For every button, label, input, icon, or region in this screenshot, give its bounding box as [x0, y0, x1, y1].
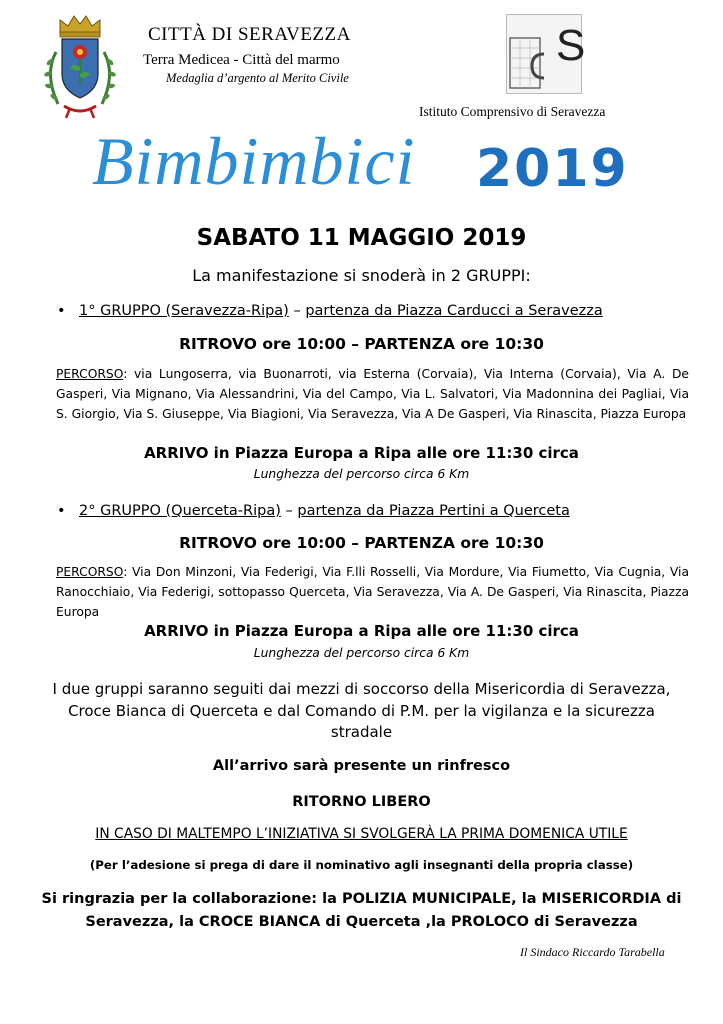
school-logo-letter: S	[556, 21, 586, 70]
safety-notice: I due gruppi saranno seguiti dai mezzi di soccorso della Misericordia di Seravezza, Croce Bianca di Querceta e dal Comando di P.M. per la vigilanza e la sicurezza stradale	[52, 680, 671, 741]
separator: –	[280, 503, 298, 519]
event-year: 2019	[476, 139, 629, 199]
route-text: : Via Don Minzoni, Via Federigi, Via F.lli Rosselli, Via Mordure, Via Fiumetto, Via Cugnia, Via Ranocchiaio, Via Federigi, sottopasso Querceta, Via Seravezza, Via A. De Gasperi, Via Rinascita, Piazza Europa	[56, 565, 689, 619]
group-title: 1° GRUPPO (Seravezza-Ripa)	[79, 303, 289, 319]
group-2-meeting: RITROVO ore 10:00 – PARTENZA ore 10:30	[179, 534, 544, 552]
route-label: PERCORSO	[56, 367, 124, 381]
group-2-length: Lunghezza del percorso circa 6 Km	[253, 646, 470, 660]
thanks-notice: Si ringrazia per la collaborazione: la POLIZIA MUNICIPALE, la MISERICORDIA di Seravezza, la CROCE BIANCA di Querceta ,la PROLOCO di Seravezza	[41, 891, 682, 930]
city-medal-text: Medaglia d’argento al Merito Civile	[166, 71, 349, 85]
group-1-length: Lunghezza del percorso circa 6 Km	[253, 467, 470, 481]
group-2-route	[56, 562, 689, 622]
event-date: SABATO 11 MAGGIO 2019	[196, 225, 527, 251]
group-1-meeting: RITROVO ore 10:00 – PARTENZA ore 10:30	[179, 335, 544, 353]
event-intro: La manifestazione si snoderà in 2 GRUPPI:	[192, 266, 531, 285]
return-notice: RITORNO LIBERO	[292, 794, 431, 810]
route-text: : via Lungoserra, via Buonarroti, via Esterna (Corvaia), Via Interna (Corvaia), Via A. De Gasperi, Via Mignano, Via Alessandrini, Via del Campo, Via L. Salvatori, Via Madonnina dei Pagliai, Via S. Giorgio, Via S. Giuseppe, Via Biagioni, Via Seravezza, Via A De Gasperi, Via Rinascita, Piazza Europa	[56, 367, 689, 421]
city-name: CITTÀ DI SERAVEZZA	[148, 24, 351, 45]
bullet: •	[57, 303, 66, 319]
route-label: PERCORSO	[56, 565, 124, 579]
bullet: •	[57, 503, 66, 519]
city-subtitle: Terra Medicea - Città del marmo	[143, 52, 340, 68]
group-1-heading	[57, 303, 603, 319]
mayor-signature: Il Sindaco Riccardo Tarabella	[520, 945, 665, 959]
city-crest-logo	[30, 12, 130, 122]
group-2-arrival: ARRIVO in Piazza Europa a Ripa alle ore 11:30 circa	[144, 622, 579, 640]
event-title: Bimbimbici	[92, 123, 416, 199]
bad-weather-notice: IN CASO DI MALTEMPO L’INIZIATIVA SI SVOLGERÀ LA PRIMA DOMENICA UTILE	[95, 826, 628, 842]
group-departure: partenza da Piazza Pertini a Querceta	[297, 503, 570, 519]
refreshment-notice: All’arrivo sarà presente un rinfresco	[212, 758, 511, 774]
adhesion-notice: (Per l’adesione si prega di dare il nominativo agli insegnanti della propria classe)	[89, 858, 634, 872]
group-departure: partenza da Piazza Carducci a Seravezza	[305, 303, 603, 319]
group-title: 2° GRUPPO (Querceta-Ripa)	[79, 503, 281, 519]
separator: –	[288, 303, 306, 319]
group-1-route	[56, 364, 689, 424]
school-logo	[506, 14, 586, 94]
group-2-heading	[57, 503, 570, 519]
school-name: Istituto Comprensivo di Seravezza	[419, 104, 606, 119]
group-1-arrival: ARRIVO in Piazza Europa a Ripa alle ore 11:30 circa	[144, 444, 579, 462]
